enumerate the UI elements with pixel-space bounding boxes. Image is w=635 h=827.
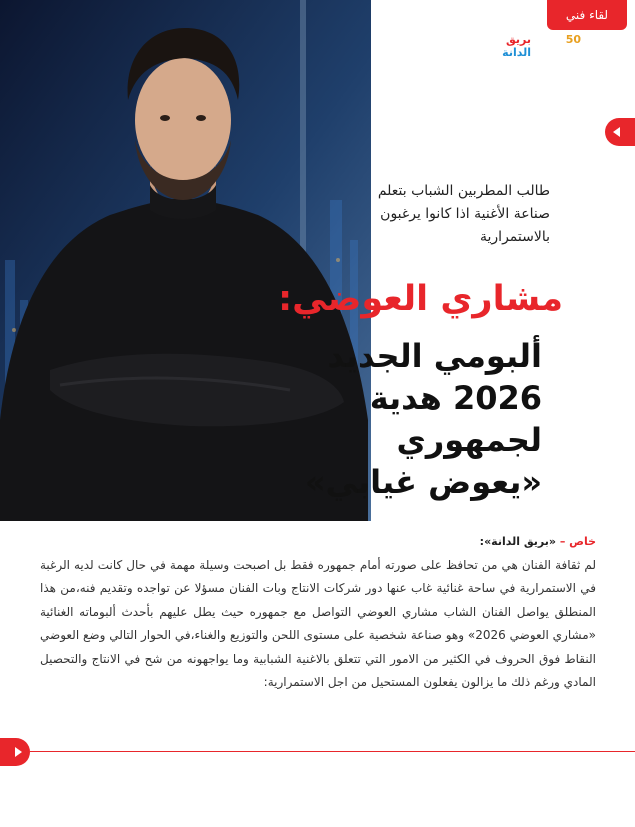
arrow-right-icon	[15, 747, 22, 757]
intro-text: طالب المطربين الشباب بتعلم صناعة الأغنية اذا كانوا يرغبون بالاستمرارية	[377, 183, 550, 245]
headline	[282, 335, 542, 503]
page-tab-right	[605, 118, 635, 146]
dateline	[40, 530, 596, 554]
article-paragraph: لم ثقافة الفنان هي من تحافظ على صورته أمام جمهوره فقط بل اصبحت وسيلة مهمة في حال كانت لديه الرغبة في الاستمرارية في ساحة غنائية غاب عنها دور شركات الانتاج وبات الفنان مسؤلا عن تواجده وتقديم فنه،من هذا المنطلق يواصل الفنان الشاب مشاري العوضي التواصل مع جمهوره حيث يطل عليهم بأحدث ألبوماته الغنائية «مشاري العوضي 2026» وهو صناعة شخصية على مستوى اللحن والتوزيع والغناء،في الحوار التالي وضع العوضي النقاط فوق الحروف في الكثير من الامور التي تتعلق بالاغنية الشبابية وما يواجهونه من شح في الانتاج والتحصيل المادي ورغم ذلك ما يزالون يفعلون المستحيل من اجل الاستمرارية:	[40, 557, 596, 689]
article-body	[40, 530, 596, 695]
arrow-left-icon	[613, 127, 620, 137]
dateline-source: «بريق الدانة»:	[479, 535, 556, 548]
brand-name: الدانة	[502, 46, 531, 59]
section-badge: لقاء فني	[547, 0, 627, 30]
page-number: 50	[565, 33, 581, 46]
dateline-label: خاص –	[559, 535, 596, 548]
headline-line: لجمهوري	[396, 421, 542, 459]
brand-prefix: بريق	[505, 33, 531, 46]
headline-line: ألبومي الجديد	[327, 337, 542, 375]
headline-name: مشاري العوضي:	[278, 279, 563, 319]
headline-line: «يعوض غيابي»	[305, 463, 542, 501]
page-tab-left	[0, 738, 30, 766]
headline-line: 2026 هدية	[369, 379, 542, 417]
magazine-logo	[501, 33, 531, 59]
divider	[30, 751, 635, 752]
